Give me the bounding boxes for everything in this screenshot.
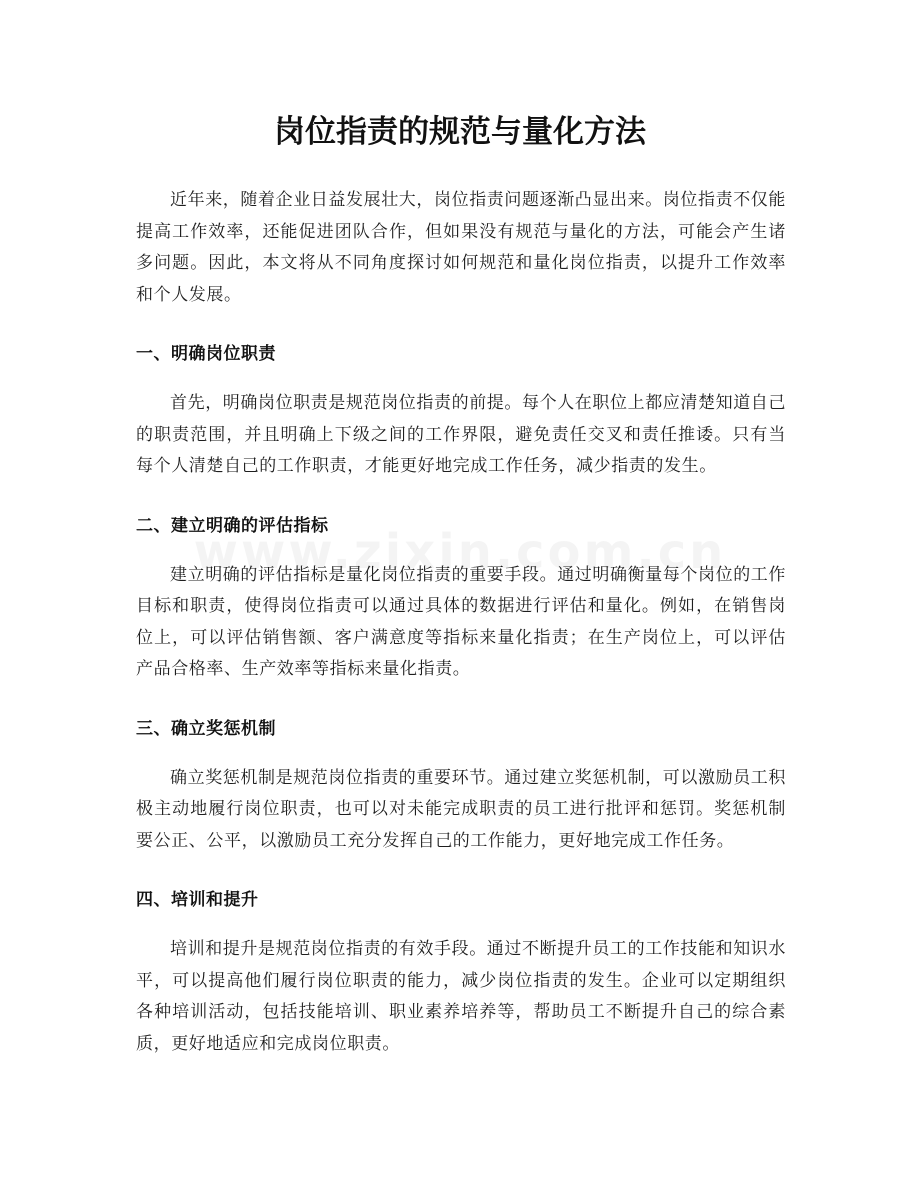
section-paragraph-2: 建立明确的评估指标是量化岗位指责的重要手段。通过明确衡量每个岗位的工作目标和职责，使得岗位指责可以通过具体的数据进行评估和量化。例如，在销售岗位上，可以评估销售额、客户满意度等指标来量化指责；在生产岗位上，可以评估产品合格率、生产效率等指标来量化指责。 — [136, 564, 786, 679]
document-body — [136, 185, 786, 1060]
section-paragraph-1: 首先，明确岗位职责是规范岗位指责的前提。每个人在职位上都应清楚知道自己的职责范围，并且明确上下级之间的工作界限，避免责任交叉和责任推诿。只有当每个人清楚自己的工作职责，才能更好地完成工作任务，减少指责的发生。 — [136, 393, 786, 476]
document-title: 岗位指责的规范与量化方法 — [274, 114, 646, 150]
section-paragraph-4: 培训和提升是规范岗位指责的有效手段。通过不断提升员工的工作技能和知识水平，可以提高他们履行岗位职责的能力，减少岗位指责的发生。企业可以定期组织各种培训活动，包括技能培训、职业素养培养等，帮助员工不断提升自己的综合素质，更好地适应和完成岗位职责。 — [136, 939, 786, 1054]
section-paragraph-3: 确立奖惩机制是规范岗位指责的重要环节。通过建立奖惩机制，可以激励员工积极主动地履行岗位职责，也可以对未能完成职责的员工进行批评和惩罚。奖惩机制要公正、公平，以激励员工充分发挥自己的工作能力，更好地完成工作任务。 — [136, 767, 786, 851]
section-heading-4: 四、培训和提升 — [136, 890, 259, 910]
section-heading-1: 一、明确岗位职责 — [136, 344, 276, 364]
intro-paragraph: 近年来，随着企业日益发展壮大，岗位指责问题逐渐凸显出来。岗位指责不仅能提高工作效率，还能促进团队合作，但如果没有规范与量化的方法，可能会产生诸多问题。因此，本文将从不同角度探讨如何规范和量化岗位指责，以提升工作效率和个人发展。 — [136, 190, 786, 305]
section-heading-3: 三、确立奖惩机制 — [136, 718, 276, 739]
section-heading-2: 二、建立明确的评估指标 — [136, 515, 329, 536]
